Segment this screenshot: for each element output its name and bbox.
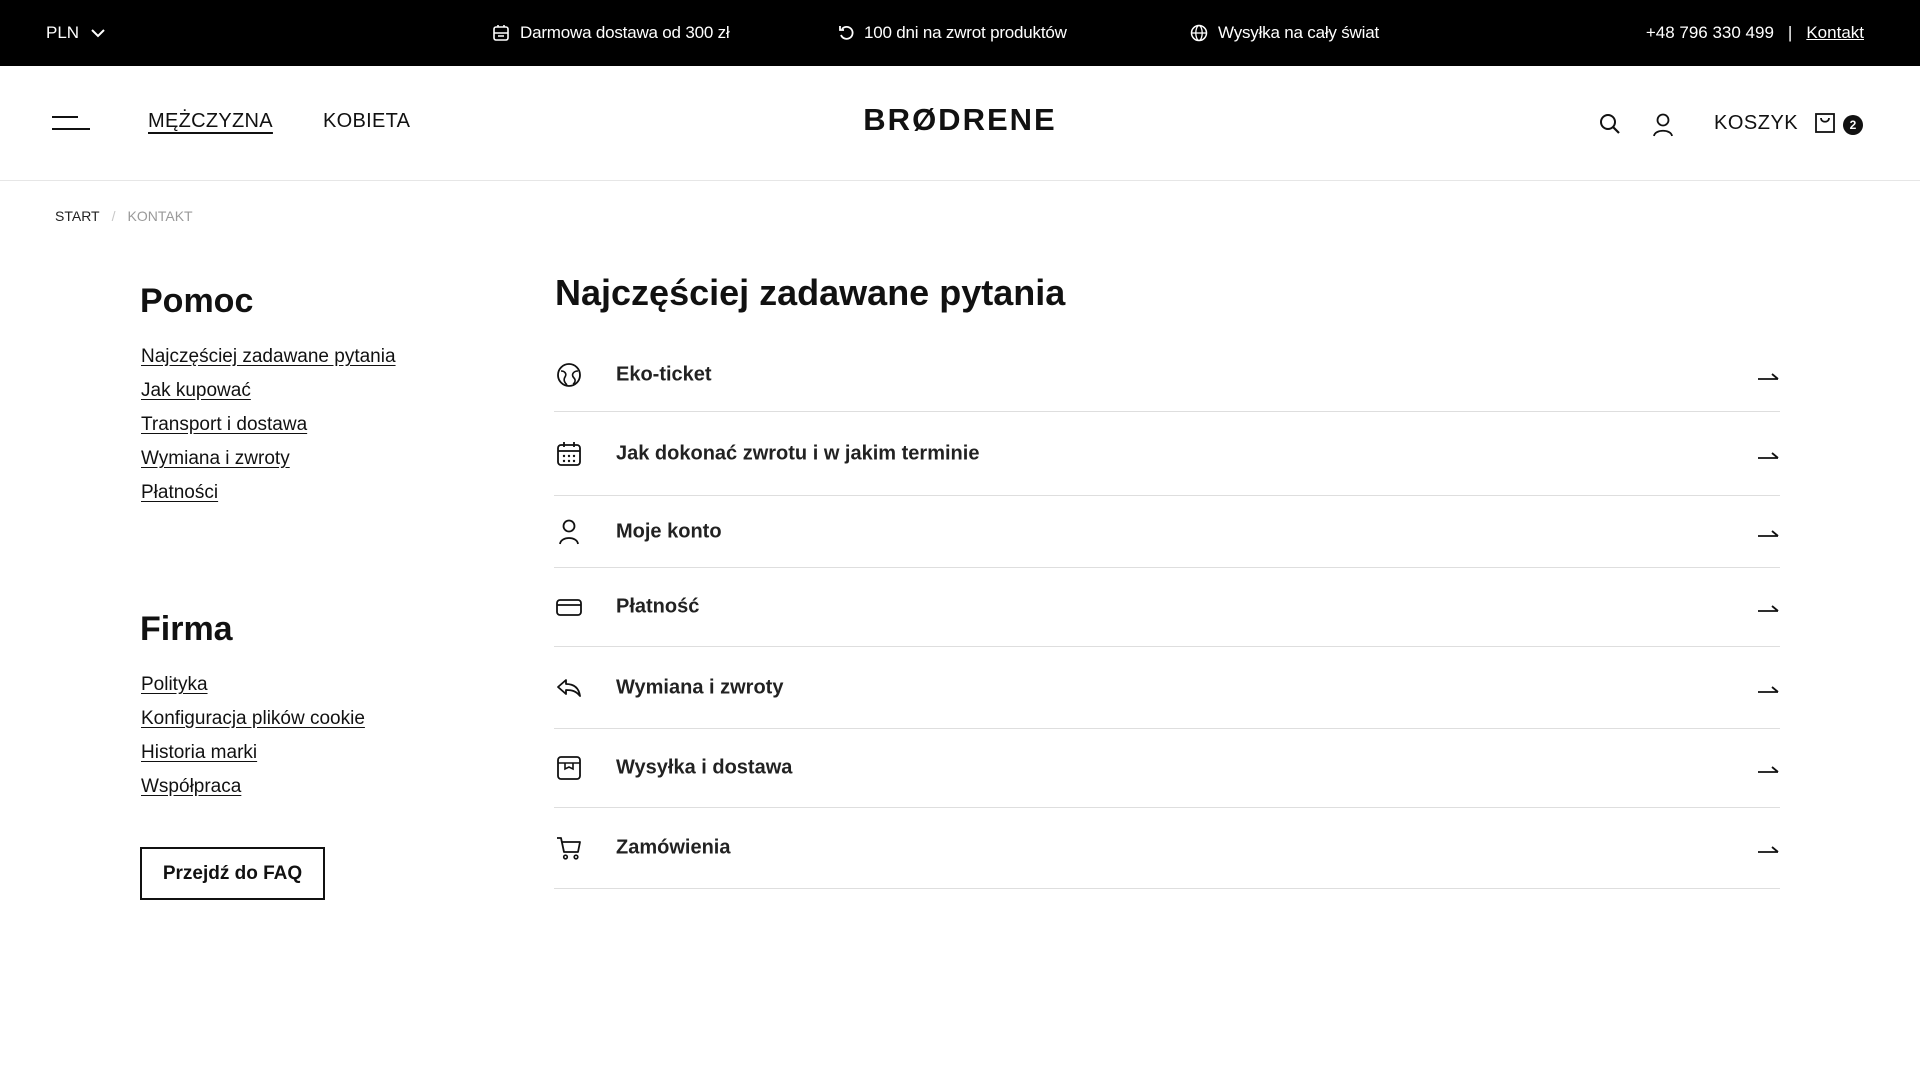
arrow-right-icon	[1758, 449, 1780, 459]
currency-label: PLN	[46, 23, 80, 42]
breadcrumb-current: KONTAKT	[127, 208, 193, 224]
list-item	[141, 414, 396, 448]
faq-item-label: Eko-ticket	[616, 363, 712, 385]
globe-leaf-icon	[556, 362, 582, 388]
list-item	[141, 674, 365, 708]
faq-item-shipping[interactable]	[554, 729, 1780, 808]
gift-box-icon	[492, 24, 510, 42]
cart-link[interactable]: KOSZYK	[1714, 112, 1799, 134]
list-item	[141, 742, 365, 776]
brand-logo[interactable]: BRØDRENE	[863, 102, 1057, 137]
arrow-right-icon	[1758, 843, 1780, 853]
site-header	[0, 66, 1920, 181]
phone-number[interactable]: +48 796 330 499	[1645, 23, 1774, 42]
company-link-cookies[interactable]: Konfiguracja plików cookie	[141, 708, 365, 729]
company-link-history[interactable]: Historia marki	[141, 742, 258, 763]
perk-text: 100 dni na zwrot produktów	[864, 23, 1067, 42]
arrow-right-icon	[1758, 602, 1780, 612]
company-link-policy[interactable]: Polityka	[141, 674, 208, 695]
perk-text: Wysyłka na cały świat	[1218, 23, 1379, 42]
perk-free-delivery	[492, 0, 730, 66]
faq-item-orders[interactable]	[554, 808, 1780, 889]
faq-item-label: Płatność	[616, 595, 700, 618]
top-bar	[0, 0, 1920, 66]
shopping-cart-icon	[556, 835, 582, 861]
faq-item-returns-deadline[interactable]	[554, 412, 1780, 496]
help-link-transport[interactable]: Transport i dostawa	[141, 414, 308, 435]
arrow-right-icon	[1758, 683, 1780, 693]
divider: |	[1787, 23, 1793, 42]
list-item	[141, 346, 396, 380]
go-to-faq-button[interactable]: Przejdź do FAQ	[140, 847, 325, 900]
list-item	[141, 482, 396, 516]
return-arrow-icon	[838, 25, 854, 41]
globe-icon	[1190, 24, 1208, 42]
faq-item-payment[interactable]	[554, 568, 1780, 647]
arrow-right-icon	[1758, 763, 1780, 773]
calendar-icon	[556, 441, 582, 467]
arrow-right-icon	[1758, 370, 1780, 380]
list-item	[141, 776, 365, 810]
credit-card-icon	[556, 594, 582, 620]
reply-arrow-icon	[556, 675, 582, 701]
help-links	[141, 346, 396, 516]
shopping-bag-icon[interactable]	[1814, 112, 1836, 139]
user-account-icon[interactable]	[1652, 113, 1674, 142]
faq-item-exchange-returns[interactable]	[554, 647, 1780, 729]
package-icon	[556, 755, 582, 781]
company-links	[141, 674, 365, 810]
nav-women[interactable]: KOBIETA	[323, 110, 411, 132]
help-link-payments[interactable]: Płatności	[141, 482, 219, 503]
faq-title: Najczęściej zadawane pytania	[555, 272, 1066, 313]
list-item	[141, 448, 396, 482]
list-item	[141, 380, 396, 414]
topbar-contact	[1646, 0, 1864, 66]
breadcrumb	[55, 208, 193, 224]
breadcrumb-start[interactable]: START	[55, 208, 100, 224]
faq-list	[554, 338, 1780, 889]
nav-men[interactable]: MĘŻCZYZNA	[148, 110, 273, 132]
faq-item-my-account[interactable]	[554, 496, 1780, 568]
breadcrumb-separator: /	[111, 208, 116, 224]
arrow-right-icon	[1758, 527, 1780, 537]
faq-item-eco-ticket[interactable]	[554, 338, 1780, 412]
faq-item-label: Moje konto	[616, 520, 722, 542]
faq-item-label: Wysyłka i dostawa	[616, 756, 793, 779]
help-link-returns[interactable]: Wymiana i zwroty	[141, 448, 290, 469]
help-link-faq[interactable]: Najczęściej zadawane pytania	[141, 346, 396, 367]
cart-count-badge: 2	[1843, 115, 1863, 135]
help-heading: Pomoc	[140, 282, 254, 320]
help-link-how-to-buy[interactable]: Jak kupować	[141, 380, 251, 401]
search-icon[interactable]	[1599, 113, 1621, 140]
perk-worldwide-shipping	[1190, 0, 1379, 66]
list-item	[141, 708, 365, 742]
chevron-down-icon	[91, 29, 105, 38]
faq-item-label: Zamówienia	[616, 836, 731, 859]
faq-item-label: Wymiana i zwroty	[616, 676, 784, 698]
company-heading: Firma	[140, 610, 233, 648]
perk-returns	[838, 0, 1067, 66]
perk-text: Darmowa dostawa od 300 zł	[520, 23, 730, 42]
user-icon	[556, 519, 582, 545]
contact-link[interactable]: Kontakt	[1806, 23, 1864, 42]
currency-selector[interactable]	[46, 0, 105, 66]
company-link-cooperation[interactable]: Współpraca	[141, 776, 242, 797]
faq-item-label: Jak dokonać zwrotu i w jakim terminie	[616, 442, 980, 464]
